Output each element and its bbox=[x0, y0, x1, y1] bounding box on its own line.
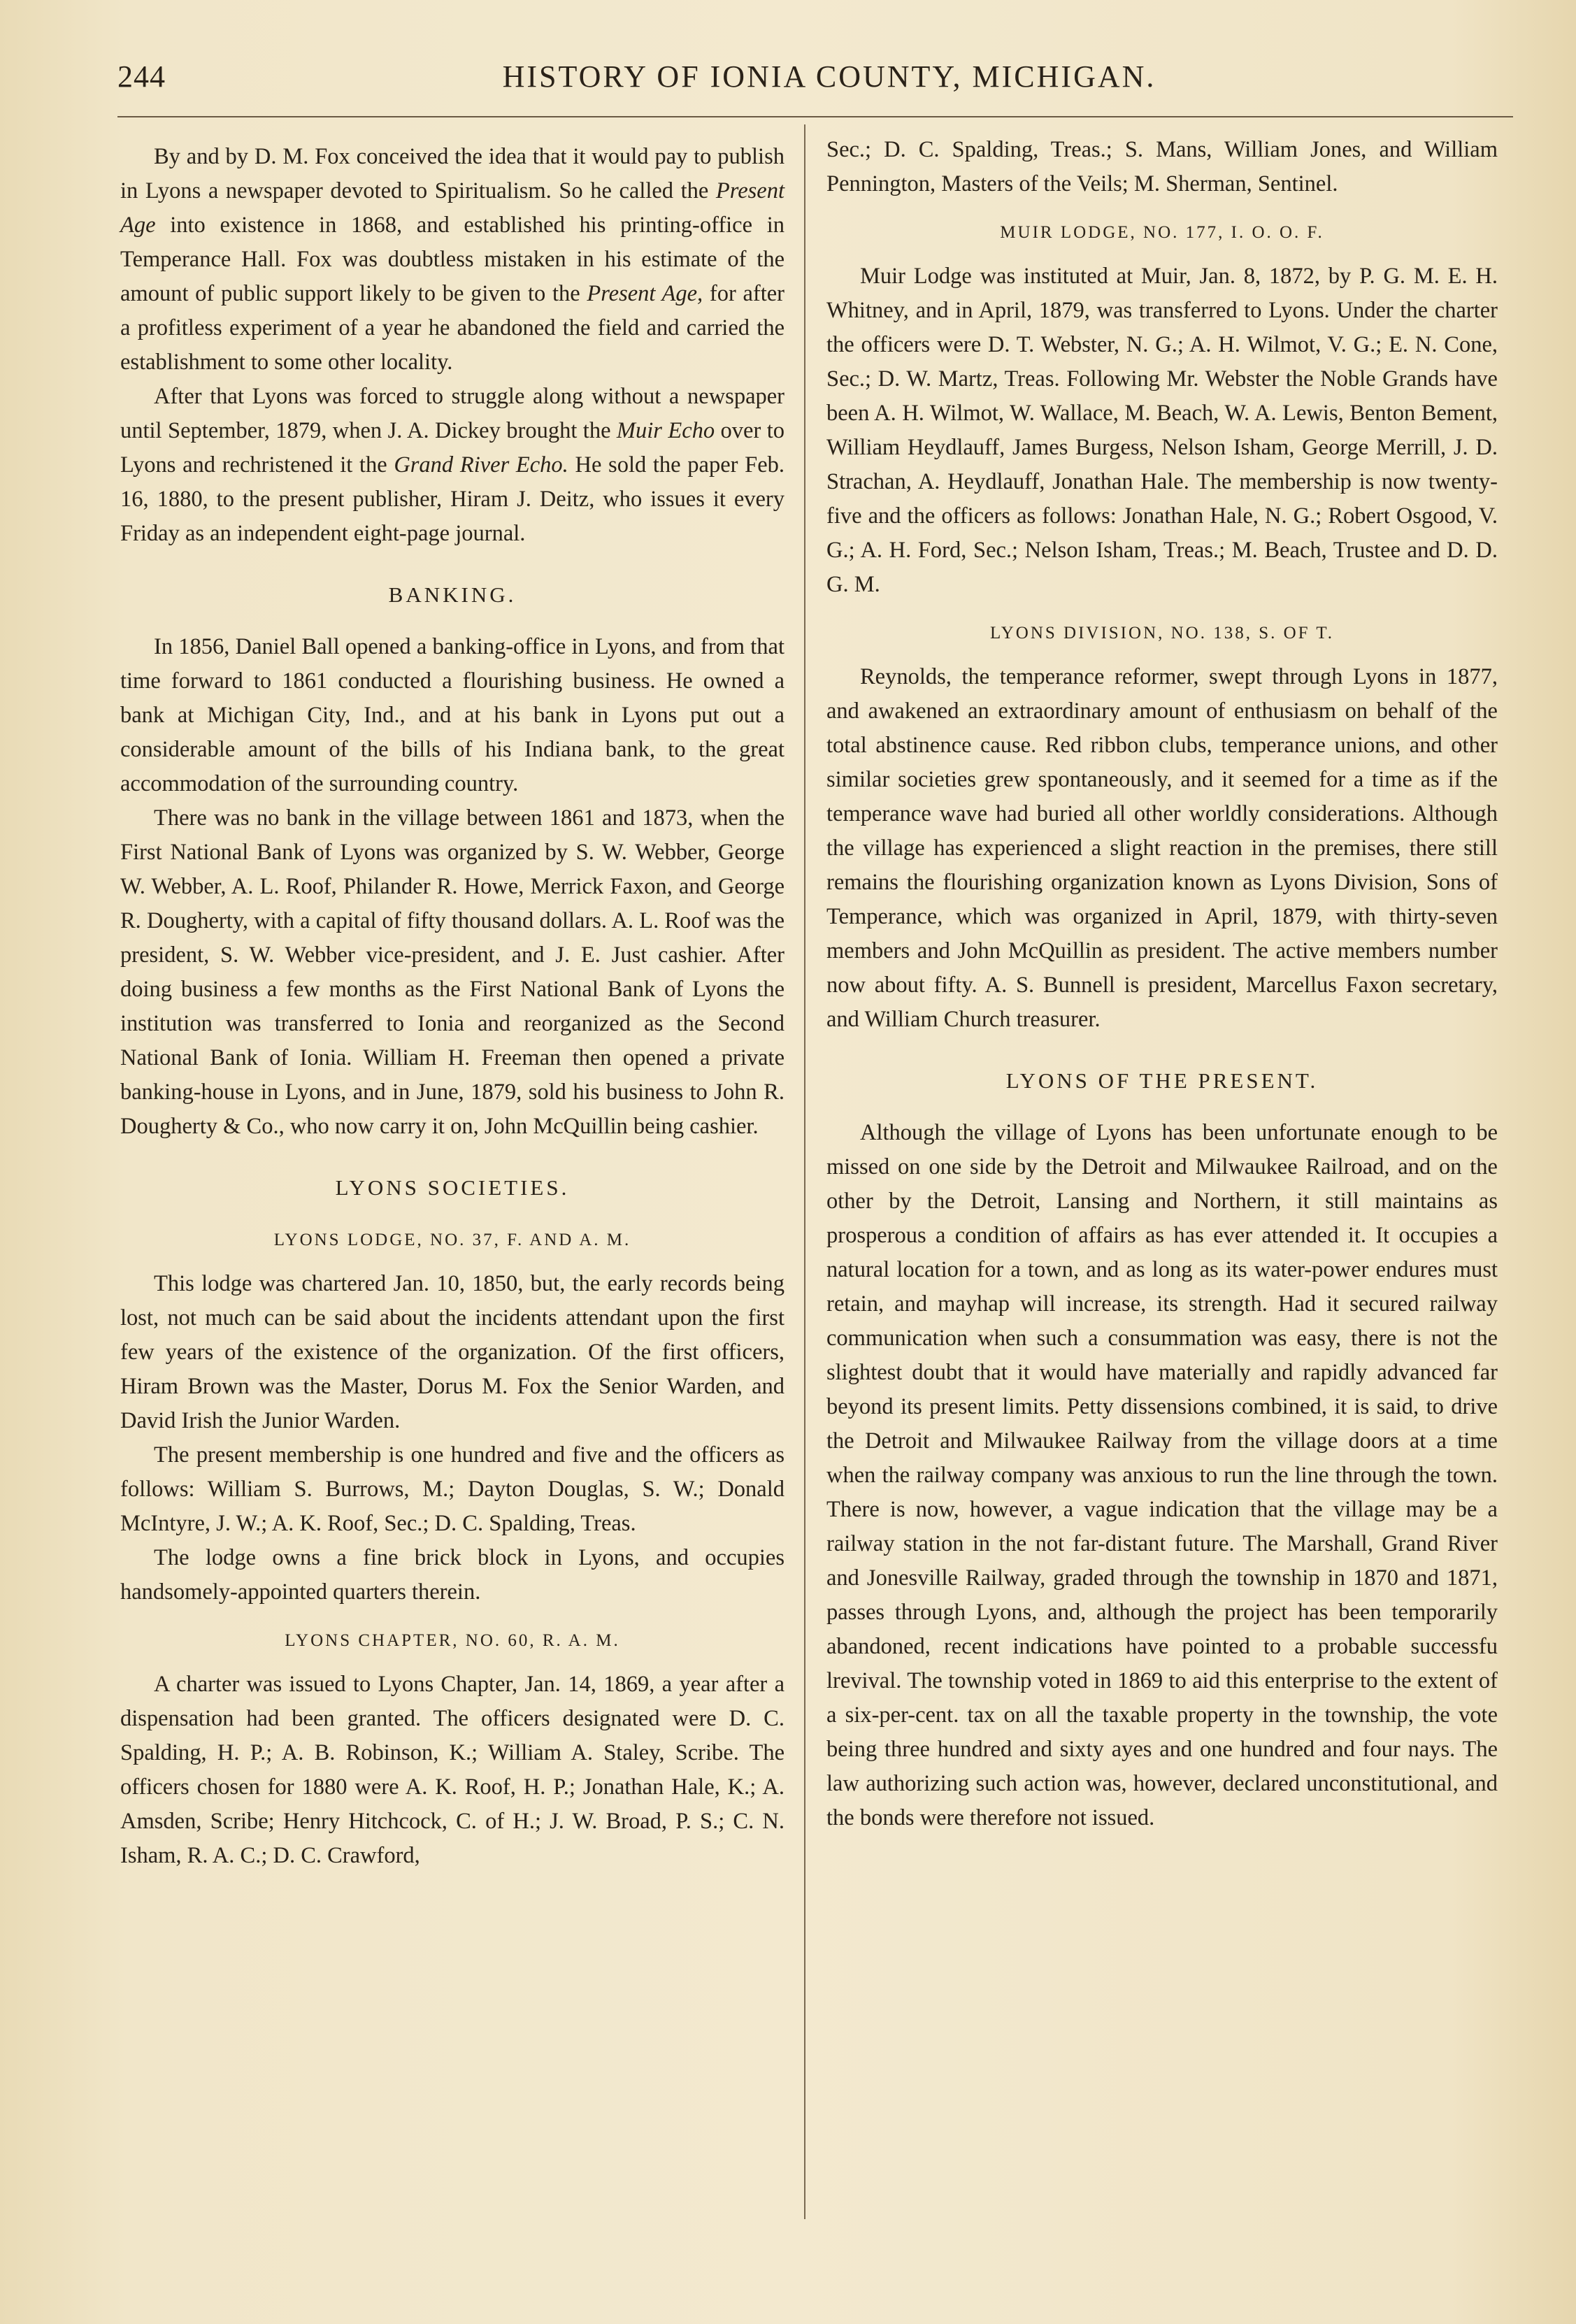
paragraph-lyons-division: Reynolds, the temperance reformer, swept through Lyons in 1877, and awakened an extraordinary amount of enthusiasm on behalf of the total abstinence cause. Red ribbon clubs, temperance unions, and other similar societies grew spontaneously, and it seemed for a time as if the temperance wave had buried all other worldly considerations. Although the village has experienced a slight reaction in the premises, there still remains the flourishing organization known as Lyons Division, Sons of Temperance, which was organized in April, 1879, with thirty-seven members and John McQuillin as president. The active members number now about fifty. A. S. Bunnell is president, Marcellus Faxon secretary, and William Church treasurer. bbox=[826, 664, 1498, 1032]
heading-banking: BANKING. bbox=[388, 582, 517, 607]
title-muir-echo: Muir Echo bbox=[616, 418, 715, 443]
paragraph-grand-river-echo: After that Lyons was forced to struggle along without a newspaper until September, 1879, when J. A. Dickey brought the Muir Echo over to Lyons and rechristened it the Grand River Echo. He sold the paper Feb. 16, 1880, to the present publisher, Hiram J. Deitz, who issues it every Friday as an independent eight-page journal. bbox=[120, 384, 785, 546]
paragraph-chapter: A charter was issued to Lyons Chapter, Jan. 14, 1869, a year after a dispensation had been granted. The officers designated were D. C. Spalding, H. P.; A. B. Robinson, K.; William A. Staley, Scribe. The officers chosen for 1880 were A. K. Roof, H. P.; Jonathan Hale, K.; A. Amsden, Scribe; Henry Hitchcock, C. of H.; J. W. Broad, P. S.; C. N. Isham, R. A. C.; D. C. Crawford, bbox=[120, 1672, 785, 1868]
left-column bbox=[120, 140, 785, 1873]
paragraph-chapter-continued: Sec.; D. C. Spalding, Treas.; S. Mans, William Jones, and William Pennington, Masters of the Veils; M. Sherman, Sentinel. bbox=[826, 137, 1498, 196]
paragraph-muir-lodge: Muir Lodge was instituted at Muir, Jan. 8, 1872, by P. G. M. E. H. Whitney, and in April, 1879, was transferred to Lyons. Under the charter the officers were D. T. Webster, N. G.; A. H. Wilmot, V. G.; E. N. Cone, Sec.; D. W. Martz, Treas. Following Mr. Webster the Noble Grands have been A. H. Wilmot, W. Wallace, M. Beach, W. A. Lewis, Benton Bement, William Heydlauff, James Burgess, Nelson Isham, George Merrill, J. D. Strachan, A. Heydlauff, Jonathan Hale. The membership is now twenty-five and the officers as follows: Jonathan Hale, N. G.; Robert Osgood, V. G.; A. H. Ford, Sec.; Nelson Isham, Treas.; M. Beach, Trustee and D. D. G. M. bbox=[826, 264, 1498, 597]
title-grand-river-echo: Grand River Echo. bbox=[394, 452, 568, 478]
heading-muir-lodge: MUIR LODGE, NO. 177, I. O. O. F. bbox=[1000, 223, 1324, 242]
paragraph-banking-1: In 1856, Daniel Ball opened a banking-office in Lyons, and from that time forward to 1861 conducted a flourishing business. He owned a bank at Michigan City, Ind., and at his bank in Lyons put out a considerable amount of the bills of his Indiana bank, to the great accommodation of the surrounding country. bbox=[120, 634, 785, 796]
title-present-age: Present Age bbox=[120, 178, 785, 238]
paragraph-present-age: By and by D. M. Fox conceived the idea that it would pay to publish in Lyons a newspaper devoted to Spiritualism. So he called the Present Age into existence in 1868, and established his printing-office in Temperance Hall. Fox was doubtless mistaken in his estimate of the amount of public support likely to be given to the Present Age, for after a profitless experiment of a year he abandoned the field and carried the establishment to some other locality. bbox=[120, 144, 785, 375]
running-head: HISTORY OF IONIA COUNTY, MICHIGAN. bbox=[502, 59, 1156, 94]
heading-lyons-lodge: LYONS LODGE, NO. 37, F. AND A. M. bbox=[273, 1231, 631, 1249]
paragraph-lyons-present: Although the village of Lyons has been unfortunate enough to be missed on one side by the Detroit and Milwaukee Railroad, and on the other by the Detroit, Lansing and Northern, it still maintains as prosperous a condition of affairs as has ever attended it. It occupies a natural location for a town, and as long as its water-power endures must retain, and mayhap will increase, its strength. Had it secured railway communication when such a consummation was easy, there is not the slightest doubt that it would have materially and rapidly advanced far beyond its present limits. Petty dissensions combined, it is said, to drive the Detroit and Milwaukee Railway from the village doors at a time when the railway company was anxious to run the line through the town. There is now, however, a vague indication that the village may be a railway station in the not far-distant future. The Marshall, Grand River and Jonesville Railway, graded through the township in 1870 and 1871, passes through Lyons, and, although the project has been temporarily abandoned, recent indications have pointed to a probable successfu lrevival. The township voted in 1869 to aid this enterprise to the extent of a six-per-cent. tax on all the taxable property in the township, the vote being three hundred and sixty ayes and one hundred and four nays. The law authorizing such action was, however, declared unconstitutional, and the bonds were therefore not issued. bbox=[826, 1120, 1498, 1830]
paragraph-lodge-1: This lodge was chartered Jan. 10, 1850, but, the early records being lost, not much can be said about the incidents attendant upon the first few years of the existence of the organization. Of the first officers, Hiram Brown was the Master, Dorus M. Fox the Senior Warden, and David Irish the Junior Warden. bbox=[120, 1271, 785, 1433]
column-divider bbox=[804, 124, 805, 2219]
header-rule bbox=[117, 116, 1513, 117]
heading-lyons-societies: LYONS SOCIETIES. bbox=[335, 1175, 570, 1200]
title-present-age-2: Present Age, bbox=[587, 281, 703, 306]
heading-lyons-present: LYONS OF THE PRESENT. bbox=[1005, 1068, 1319, 1093]
paragraph-lodge-3: The lodge owns a fine brick block in Lyons, and occupies handsomely-appointed quarters therein. bbox=[120, 1545, 785, 1605]
page-header bbox=[117, 59, 1499, 103]
paragraph-banking-2: There was no bank in the village between 1861 and 1873, when the First National Bank of Lyons was organized by S. W. Webber, George W. Webber, A. L. Roof, Philander R. Howe, Merrick Faxon, and George R. Dougherty, with a capital of fifty thousand dollars. A. L. Roof was the president, S. W. Webber vice-president, and J. E. Just cashier. After doing business a few months as the First National Bank of Lyons the institution was transferred to Ionia and reorganized as the Second National Bank of Ionia. William H. Freeman then opened a private banking-house in Lyons, and in June, 1879, sold his business to John R. Dougherty & Co., who now carry it on, John McQuillin being cashier. bbox=[120, 805, 785, 1139]
page-number: 244 bbox=[117, 59, 166, 94]
right-column bbox=[826, 133, 1498, 1835]
heading-lyons-division: LYONS DIVISION, NO. 138, S. OF T. bbox=[989, 624, 1335, 643]
paragraph-lodge-2: The present membership is one hundred and five and the officers as follows: William S. Burrows, M.; Dayton Douglas, S. W.; Donald McIntyre, J. W.; A. K. Roof, Sec.; D. C. Spalding, Treas. bbox=[120, 1442, 785, 1536]
heading-lyons-chapter: LYONS CHAPTER, NO. 60, R. A. M. bbox=[285, 1631, 620, 1650]
